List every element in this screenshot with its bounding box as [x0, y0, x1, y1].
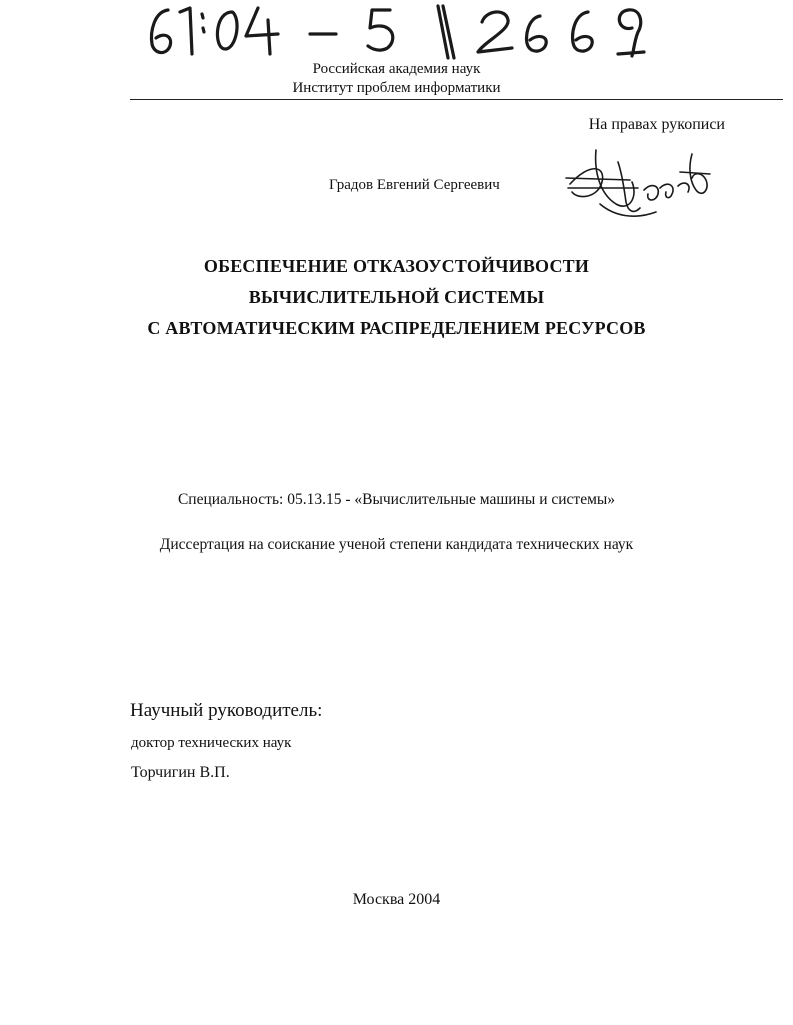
- author-signature: [560, 142, 720, 224]
- city-and-year: Москва 2004: [352, 891, 441, 908]
- academy-name: Российская академия наук: [312, 61, 481, 77]
- archive-number-handwriting: [140, 2, 660, 62]
- dissertation-title-line-2: ВЫЧИСЛИТЕЛЬНОЙ СИСТЕМЫ: [248, 287, 545, 307]
- degree-line: Диссертация на соискание ученой степени кандидата технических наук: [159, 536, 634, 553]
- archive-number: [140, 2, 660, 62]
- author-name: Градов Евгений Сергеевич: [329, 177, 500, 193]
- dissertation-title-line-1: ОБЕСПЕЧЕНИЕ ОТКАЗОУСТОЙЧИВОСТИ: [203, 256, 590, 276]
- header-divider: [130, 99, 783, 100]
- specialty-line: Специальность: 05.13.15 - «Вычислительные машины и системы»: [177, 491, 616, 508]
- signature-handwriting: [560, 142, 720, 224]
- manuscript-rights-note: На правах рукописи: [588, 116, 725, 133]
- supervisor-name: Торчигин В.П.: [131, 764, 230, 781]
- dissertation-title-line-3: С АВТОМАТИЧЕСКИМ РАСПРЕДЕЛЕНИЕМ РЕСУРСОВ: [147, 318, 646, 338]
- supervisor-degree: доктор технических наук: [131, 735, 292, 751]
- supervisor-heading: Научный руководитель:: [130, 700, 323, 721]
- institute-name: Институт проблем информатики: [292, 80, 501, 96]
